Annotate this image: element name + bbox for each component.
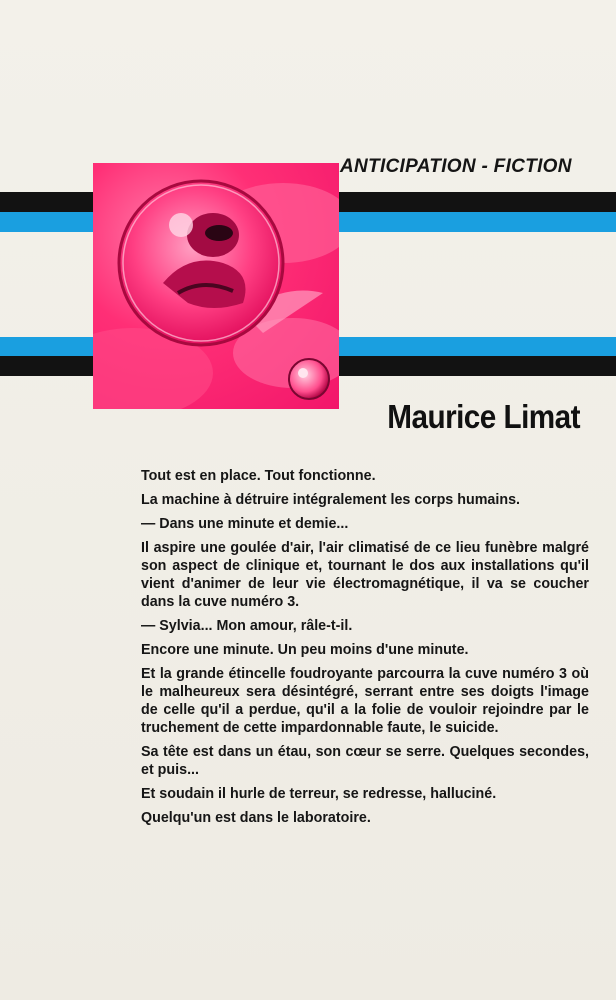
blurb-paragraph: Et soudain il hurle de terreur, se redresse, halluciné. [141, 786, 497, 802]
blurb-text [141, 467, 589, 833]
series-label: ANTICIPATION - FICTION [340, 156, 572, 177]
blurb-paragraph: Et la grande étincelle foudroyante parcourra la cuve numéro 3 où le malheureux sera désintégré, serrant entre ses doigts l'image de celle qu'il a perdue, qu'il a la folie de vouloir rejoindre par le truchement de cette impardonnable faute, le suicide. [141, 666, 589, 736]
blurb-paragraph: Sa tête est dans un étau, son cœur se serre. Quelques secondes, et puis... [141, 744, 589, 778]
blurb-paragraph: Il aspire une goulée d'air, l'air climatisé de ce lieu funèbre malgré son aspect de clinique et, tournant le dos aux installations qu'il vient d'animer de leur vie électromagnétique, il va se coucher dans la cuve numéro 3. [141, 540, 589, 610]
blurb-paragraph: Quelqu'un est dans le laboratoire. [141, 810, 371, 826]
blurb-paragraph: — Sylvia... Mon amour, râle-t-il. [141, 618, 353, 634]
blurb-paragraph: Encore une minute. Un peu moins d'une minute. [141, 642, 469, 658]
bubble-illustration-icon [93, 163, 339, 409]
blurb-paragraph: Tout est en place. Tout fonctionne. [141, 468, 376, 484]
cover-illustration [93, 163, 339, 409]
author-name: Maurice Limat [387, 398, 580, 435]
blurb-paragraph: — Dans une minute et demie... [141, 516, 349, 532]
blurb-paragraph: La machine à détruire intégralement les corps humains. [141, 492, 520, 508]
